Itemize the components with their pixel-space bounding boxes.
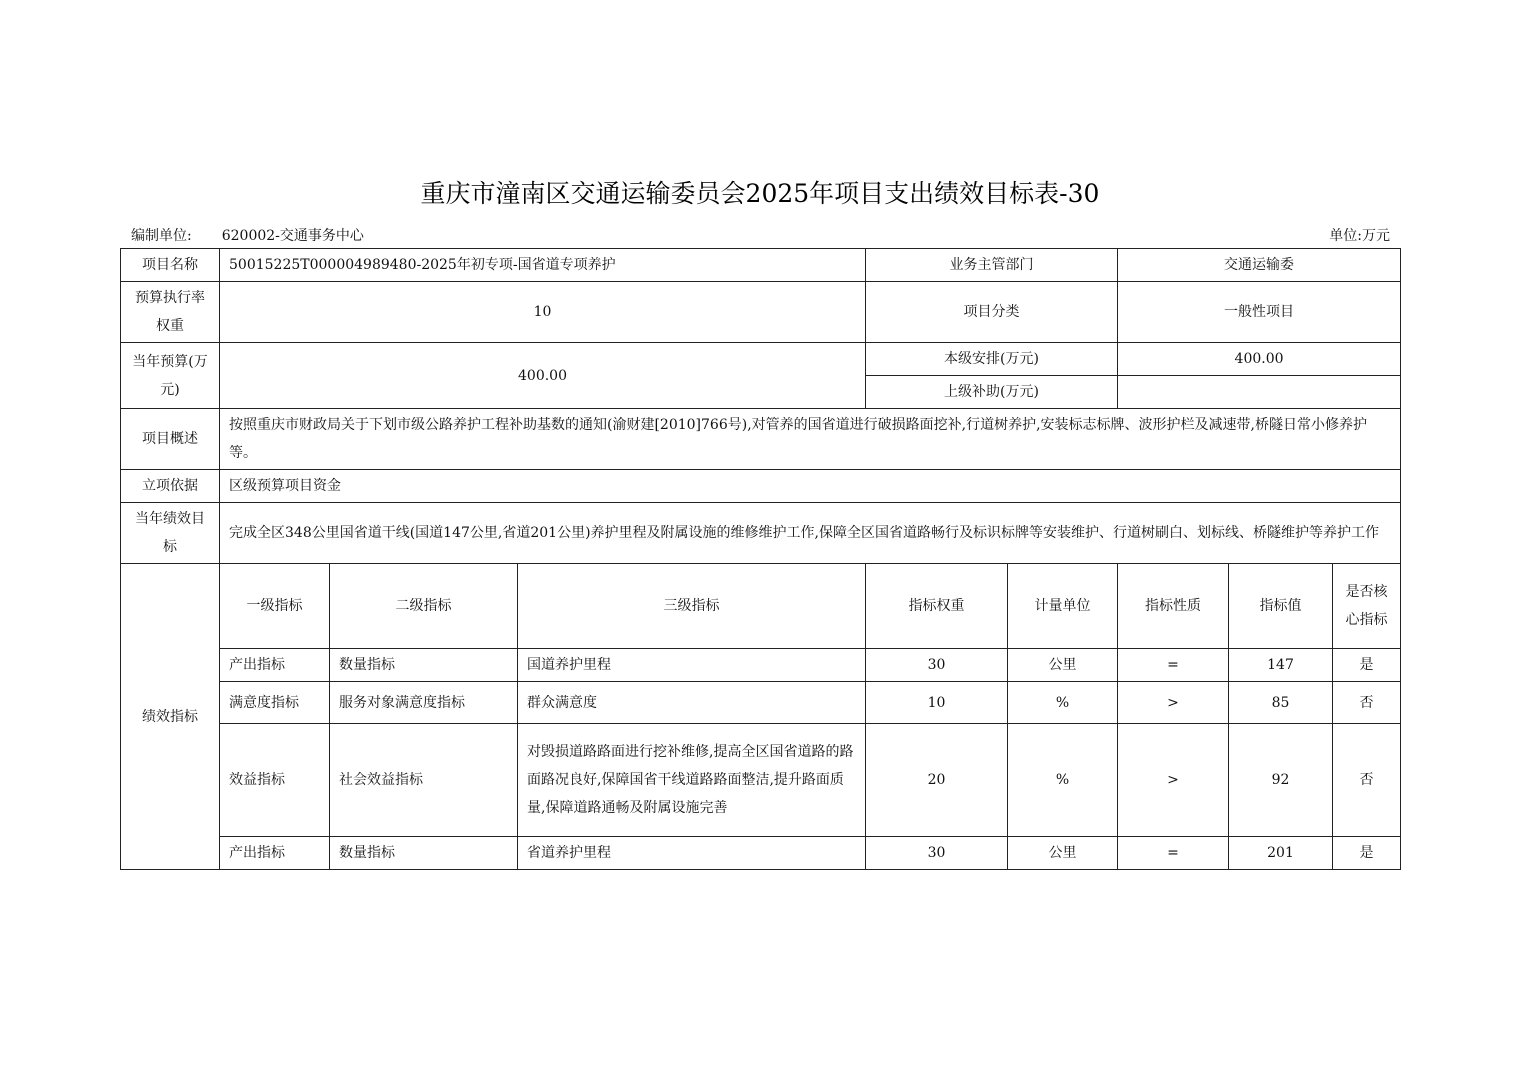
- indicator-level2: 服务对象满意度指标: [330, 682, 518, 724]
- indicator-level3: 省道养护里程: [518, 837, 866, 870]
- overview-label: 项目概述: [121, 409, 220, 470]
- table-row: [121, 682, 1401, 724]
- performance-table: [120, 248, 1401, 870]
- header-level2: 二级指标: [330, 564, 518, 649]
- indicator-level1: 产出指标: [220, 837, 330, 870]
- indicator-level2: 数量指标: [330, 649, 518, 682]
- indicator-weight: 10: [866, 682, 1008, 724]
- compiling-unit-label: 编制单位:: [131, 228, 192, 244]
- table-row: [121, 649, 1401, 682]
- project-name-label: 项目名称: [121, 249, 220, 282]
- project-name-value: 50015225T000004989480-2025年初专项-国省道专项养护: [220, 249, 866, 282]
- indicator-level1: 效益指标: [220, 724, 330, 837]
- goal-value: 完成全区348公里国省道干线(国道147公里,省道201公里)养护里程及附属设施的维修维护工作,保障全区国省道路畅行及标识标牌等安装维护、行道树刷白、划标线、桥隧维护等养护工作: [220, 503, 1401, 564]
- indicator-value: 92: [1229, 724, 1333, 837]
- basis-value: 区级预算项目资金: [220, 470, 1401, 503]
- perf-label: 绩效指标: [121, 564, 220, 870]
- row-budget: [121, 343, 1401, 376]
- row-goal: [121, 503, 1401, 564]
- header-value: 指标值: [1229, 564, 1333, 649]
- upper-value: [1118, 376, 1401, 409]
- table-row: [121, 724, 1401, 837]
- budget-label: 当年预算(万元): [121, 343, 220, 409]
- indicator-core: 是: [1333, 837, 1401, 870]
- local-label: 本级安排(万元): [866, 343, 1118, 376]
- upper-label: 上级补助(万元): [866, 376, 1118, 409]
- header-nature: 指标性质: [1118, 564, 1229, 649]
- indicator-nature: >: [1118, 682, 1229, 724]
- category-value: 一般性项目: [1118, 282, 1401, 343]
- weight-value: 10: [220, 282, 866, 343]
- header-unit: 计量单位: [1008, 564, 1118, 649]
- dept-value: 交通运输委: [1118, 249, 1401, 282]
- local-value: 400.00: [1118, 343, 1401, 376]
- compiling-unit: [131, 225, 364, 245]
- indicator-unit: %: [1008, 724, 1118, 837]
- indicator-core: 否: [1333, 724, 1401, 837]
- indicator-nature: =: [1118, 649, 1229, 682]
- row-basis: [121, 470, 1401, 503]
- indicator-value: 85: [1229, 682, 1333, 724]
- row-project-name: [121, 249, 1401, 282]
- indicator-level1: 产出指标: [220, 649, 330, 682]
- goal-label: 当年绩效目标: [121, 503, 220, 564]
- indicator-weight: 30: [866, 837, 1008, 870]
- indicator-value: 147: [1229, 649, 1333, 682]
- indicator-level2: 社会效益指标: [330, 724, 518, 837]
- page-title: 重庆市潼南区交通运输委员会2025年项目支出绩效目标表-30: [420, 179, 1100, 208]
- header-weight: 指标权重: [866, 564, 1008, 649]
- row-weight: [121, 282, 1401, 343]
- row-overview: [121, 409, 1401, 470]
- table-row: [121, 837, 1401, 870]
- indicator-level3: 群众满意度: [518, 682, 866, 724]
- dept-label: 业务主管部门: [866, 249, 1118, 282]
- indicator-unit: 公里: [1008, 649, 1118, 682]
- header-level3: 三级指标: [518, 564, 866, 649]
- indicator-level3: 对毁损道路路面进行挖补维修,提高全区国省道路的路面路况良好,保障国省干线道路路面整洁,提升路面质量,保障道路通畅及附属设施完善: [518, 724, 866, 837]
- overview-value: 按照重庆市财政局关于下划市级公路养护工程补助基数的通知(渝财建[2010]766号),对管养的国省道进行破损路面挖补,行道树养护,安装标志标牌、波形护栏及减速带,桥隧日常小修养护等。: [220, 409, 1401, 470]
- compiling-unit-value: 620002-交通事务中心: [221, 228, 364, 244]
- indicator-nature: >: [1118, 724, 1229, 837]
- indicator-level3: 国道养护里程: [518, 649, 866, 682]
- weight-label: 预算执行率权重: [121, 282, 220, 343]
- indicator-level1: 满意度指标: [220, 682, 330, 724]
- indicator-header-row: [121, 564, 1401, 649]
- indicator-level2: 数量指标: [330, 837, 518, 870]
- budget-value: 400.00: [220, 343, 866, 409]
- category-label: 项目分类: [866, 282, 1118, 343]
- indicator-core: 否: [1333, 682, 1401, 724]
- indicator-value: 201: [1229, 837, 1333, 870]
- indicator-core: 是: [1333, 649, 1401, 682]
- header-level1: 一级指标: [220, 564, 330, 649]
- indicator-weight: 30: [866, 649, 1008, 682]
- indicator-weight: 20: [866, 724, 1008, 837]
- header-core: 是否核心指标: [1333, 564, 1401, 649]
- basis-label: 立项依据: [121, 470, 220, 503]
- indicator-unit: %: [1008, 682, 1118, 724]
- indicator-unit: 公里: [1008, 837, 1118, 870]
- indicator-nature: =: [1118, 837, 1229, 870]
- currency-unit: 单位:万元: [1329, 228, 1390, 244]
